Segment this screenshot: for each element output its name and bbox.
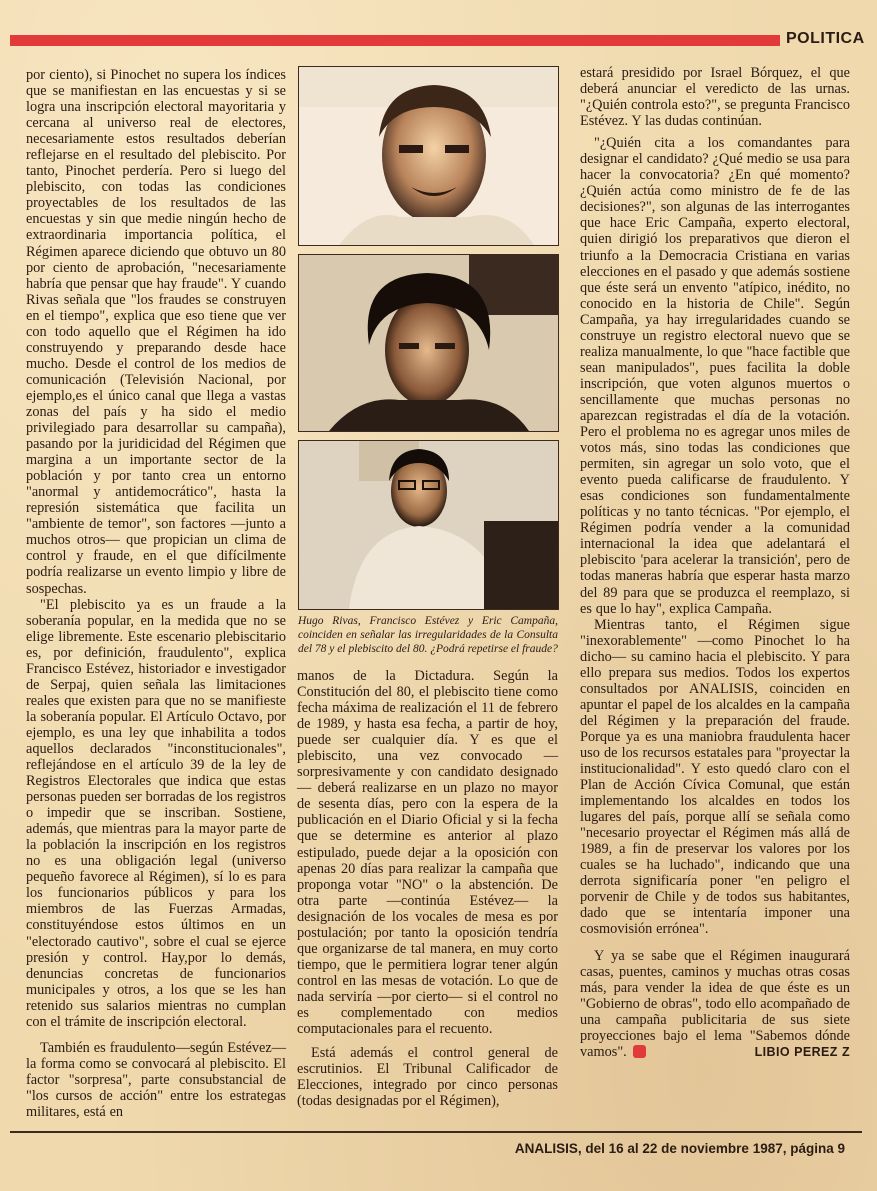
author-byline: LIBIO PEREZ Z — [754, 1044, 850, 1059]
paragraph: por ciento), si Pinochet no supera los índices que se manifiestan en las encuestas y si se logra una inscripción electoral mayoritaria y cercana al universo real de electores, necesariamente estos resultados deberían reflejarse en el resultado del plebiscito. Por tanto, Pinochet perdería. Pero si luego del plebiscito, con todas las condiciones proyectables de los resultados de las encuestas y sin que medie ningún hecho de extraordinaria importancia política, el Régimen aparece diciendo que obtuvo un 80 por ciento de aprobación, "necesariamente habría que pensar que hay fraude". Y cuando Rivas señala que "los fraudes se construyen en el tiempo", explica que eso tiene que ver con todo aquello que el Régimen ha ido construyendo y preparando desde hace mucho. Desde el control de los medios de comunicación (Televisión Nacional, por ejemplo,es el único canal que llega a vastas zonas del país y ha sido el medio privilegiado para desarrollar su campaña), pasando por la juridicidad del Régimen que margina a un importante sector de la población y por tanto crea un entorno "anormal y antidemocrático", hasta la represión sistemática que facilita un "ambiente de temor", son factores —junto a muchos otros— que propician un clima de control y fraude, en el que difícilmente podría realizarse un evento limpio y libre de sospechas. — [26, 67, 286, 597]
paragraph: "¿Quién cita a los comandantes para designar el candidato? ¿Qué medio se usa para hacer la convocatoria? ¿En qué momento? ¿Quién actúa como ministro de fe de las decisiones?", son algunas de las interrogantes que hace Eric Campaña, experto electoral, quien dirigió los preparativos que dieron el triunfo a la Democracia Cristiana en varias elecciones en el pasado y que además sostiene que éste será un envento "atípico, inédito, no conocido en la historia de Chile". Según Campaña, ya hay irregularidades cuando se construye un registro electoral nuevo que se realiza manualmente, lo que "hace factible que sean manipulados", pues facilita la doble inscripción, que voten algunos muertos o sencillamente que muchas personas no aparezcan registradas el día de la votación. Pero el problema no es agregar unos miles de votos más, sino todas las condiciones que permiten, sin agregar un solo voto, que el evento pueda calificarse de fraudulento. Y esas condiciones son fundamentalmente políticas y no tanto técnicas. "Por ejemplo, el Régimen podría vender a la comunidad internacional la idea que adelantará el plebiscito 'para acelerar la transición', pero de todas maneras habría que esperar hasta marzo del 89 para que se produzca el reemplazo, si es que lo hay", explica Campaña. — [580, 135, 850, 617]
article-column-right — [580, 65, 850, 1125]
section-color-bar — [10, 35, 780, 46]
article-column-left — [26, 67, 286, 1120]
paragraph-text: Y ya se sabe que el Régimen inaugurará casas, puentes, caminos y muchas otras cosas más, para vender la idea de que éste es un "Gobierno de obras", todo ello acompañado de una campaña publicitaria de sus siete proyecciones bajo el lema "Sabemos dónde vamos". — [580, 947, 850, 1060]
photo-eric-campana — [298, 440, 559, 610]
paragraph: Está además el control general de escrutinios. El Tribunal Calificador de Elecciones, integrado por cinco personas (todas designadas por el Régimen), — [297, 1045, 558, 1110]
article-column-middle — [297, 668, 558, 1124]
paragraph — [580, 948, 850, 1060]
page-footer: ANALISIS, del 16 al 22 de noviembre 1987, página 9 — [514, 1141, 845, 1156]
paragraph: estará presidido por Israel Bórquez, el que deberá anunciar el veredicto de las urnas. "¿Quién controla esto?", se pregunta Francisco Estévez. Y las dudas continúan. — [580, 65, 850, 130]
photo-caption: Hugo Rivas, Francisco Estévez y Eric Campaña, coinciden en señalar las irregularidades de la Consulta del 78 y el plebiscito del 80. ¿Podrá repetirse el fraude? — [298, 615, 558, 655]
paragraph: manos de la Dictadura. Según la Constitución del 80, el plebiscito tiene como fecha máxima de realización el 11 de febrero de 1989, y hasta esa fecha, a partir de hoy, puede ser cualquier día. Y es que el plebiscito, una vez convocado —sorpresivamente y con candidato designado— deberá realizarse en un plazo no mayor de sesenta días, pero con la espera de la publicación en el Diario Oficial y si la fecha que se determine es anterior al plazo estipulado, puede dejar a la oposición con apenas 20 días para realizar la campaña que proponga votar "NO" o la abstención. De otra parte —continúa Estévez— la designación de los vocales de mesa es por postulación; por tanto la oposición tendría que organizarse de tal manera, en muy corto tiempo, que le permitiera lograr tener algún control en las mesas de votación. Lo que de nada serviría —por cierto— si el control no es complementado con medios computacionales para el recuento. — [297, 668, 558, 1038]
footer-divider — [10, 1131, 862, 1133]
paragraph: También es fraudulento—según Estévez— la forma como se convocará al plebiscito. El factor "sorpresa", parte consubstancial de "los cursos de acción" entre los estrategas militares, está en — [26, 1039, 286, 1120]
end-mark-icon — [633, 1045, 646, 1058]
photo-hugo-rivas — [298, 66, 559, 246]
paragraph: Mientras tanto, el Régimen sigue "inexorablemente" —como Pinochet lo ha dicho— su camino hacia el plebiscito. Y para ello prepara sus medios. Todos los expertos consultados por ANALISIS, coinciden en apuntar el papel de los alcaldes en la campaña del Régimen y la preparación del fraude. Porque ya es una maniobra fraudulenta hacer uso de los recursos estatales para "proyectar la institucionalidad". Y esto quedó claro con el Plan de Acción Cívica Comunal, que están implementando los alcaldes en todos los lugares del país, porque allí se señala como "necesario proyectar el Régimen más allá de 1989, a fin de preservar los valores por los cuales se ha luchado", indicando que una derrota significaría poner "en peligro el porvenir de Chile y de todos sus habitantes, dado que se intentaría imponer una cosmovisión errónea". — [580, 616, 850, 938]
section-title: POLITICA — [786, 30, 865, 47]
paragraph: "El plebiscito ya es un fraude a la soberanía popular, en la medida que no se elige libremente. Este escenario plebiscitario es, por definición, fraudulento", explica Francisco Estévez, historiador e investigador de Serpaj, quien señala las limitaciones reales que existen para que no se manifieste la soberanía popular. El Artículo Octavo, por ejemplo, es una ley que inhabilita a todos aquellos declarados "inconstitucionales", reflejándose en el artículo 39 de la ley de Registros Electorales que indica que estas personas pueden ser borradas de los registros o impedir que se inscriban. Sostiene, además, que mientras para la mayor parte de la población la inscripción en los registros no es una obligación legal (universo pequeño favorece al Régimen), sí lo es para los funcionarios públicos y para los miembros de las Fuerzas Armadas, constituyéndose estos últimos en un "electorado cautivo", sobre el cual se ejerce presión y control. Hay,por lo demás, denuncias concretas de funcionarios municipales y otros, a los que se les han retenido sus salarios mientras no cumplan con el trámite de inscripción electoral. — [26, 596, 286, 1030]
photo-francisco-estevez — [298, 254, 559, 432]
